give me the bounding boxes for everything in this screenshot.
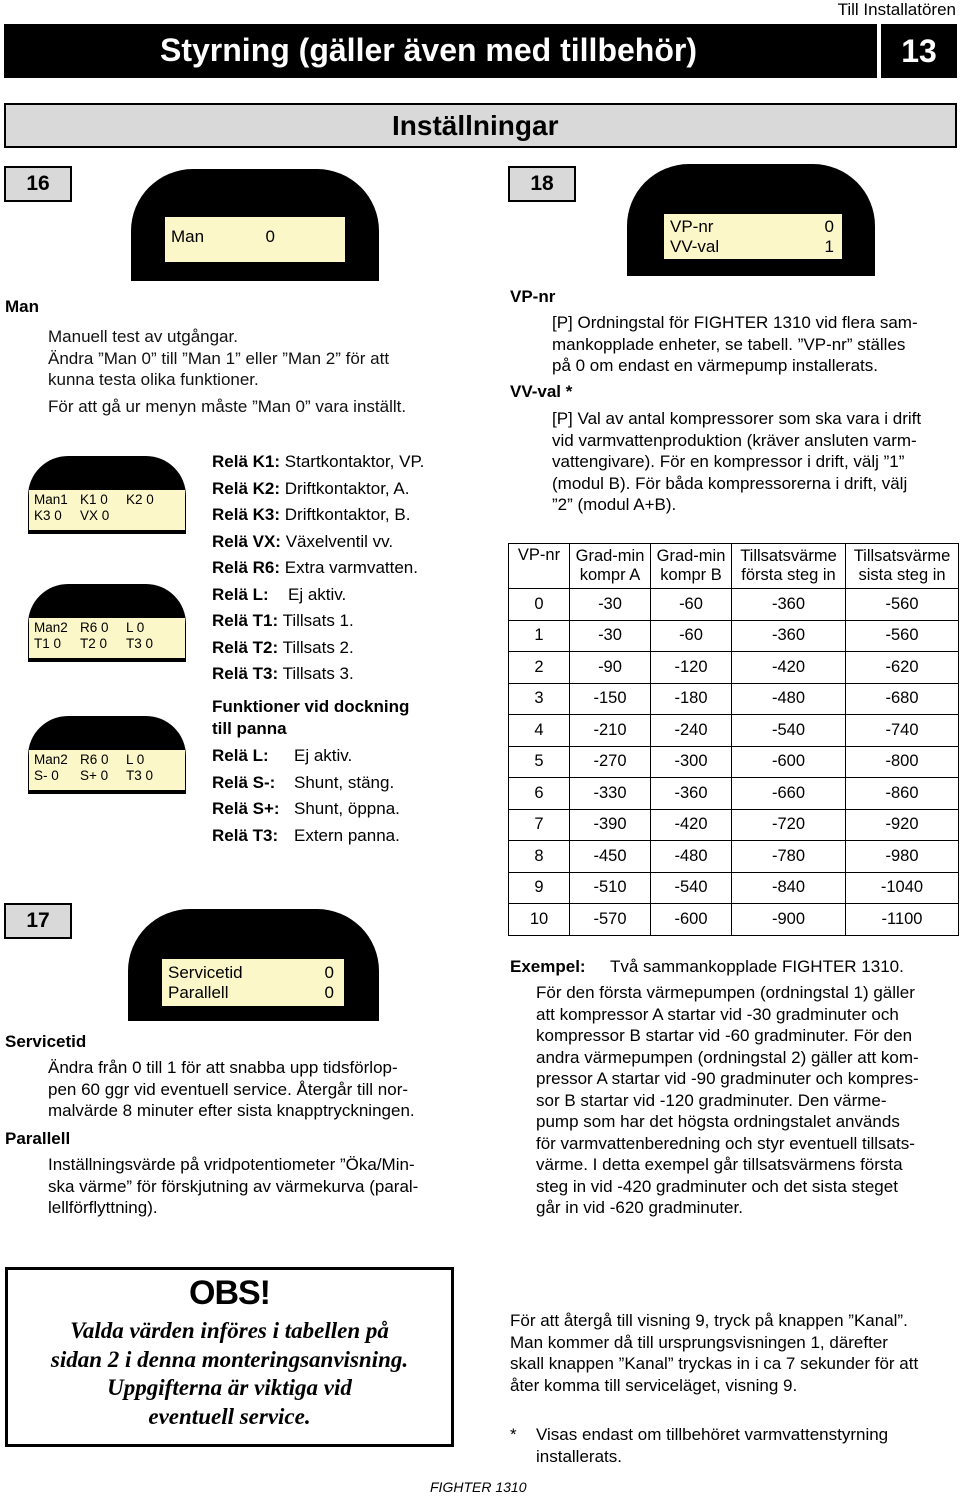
text-line: andra värmepumpen (ordningstal 2) gäller att kom- [536,1047,919,1067]
lcd-cell: R6 0 [80,752,109,767]
text-line: (modul B). För båda kompressorerna i drift, välj [552,473,908,493]
table-cell: -980 [846,841,959,873]
page-number-box [881,24,957,78]
relay-key: Relä T3: [212,664,279,683]
table-cell: -360 [651,778,732,810]
table-cell: -90 [570,652,651,684]
subtitle: Inställningar [392,110,559,141]
text-line: pump som har det högsta ordningstalet används [536,1112,900,1131]
obs-text [8,1317,451,1431]
table-cell: -480 [732,683,846,715]
table-row [509,841,959,873]
table-cell: -360 [732,620,846,652]
text-line: eventuell service. [148,1403,311,1429]
lcd-label: VV-val [670,236,720,256]
text-line: pressor A startar vid -90 gradminuter och kompres- [536,1069,919,1088]
table-cell: 9 [509,872,570,904]
display-16 [131,169,379,281]
lcd-value: 0 [265,227,275,246]
table-cell: -30 [570,589,651,621]
relay-list [212,449,424,688]
text-line: kunna testa olika funktioner. [48,370,259,389]
lcd-cell: VX 0 [80,508,110,523]
table-cell: -510 [570,872,651,904]
lcd-label: Parallell [168,982,229,1002]
text-line: [P] Ordningstal för FIGHTER 1310 vid flera sam- [552,313,918,332]
table-cell: 8 [509,841,570,873]
relay-text: Tillsats 1. [282,611,354,630]
lcd-cell: T3 0 [126,768,154,783]
relay-text: Ej aktiv. [294,746,353,765]
vp-table [508,543,959,936]
table-cell: -570 [570,904,651,936]
section-label: Till Installatören [837,0,956,19]
relay-item [212,770,400,797]
table-row [509,746,959,778]
table-cell: 2 [509,652,570,684]
table-cell: -560 [846,589,959,621]
table-cell: -420 [732,652,846,684]
relay-text: Tillsats 2. [282,637,354,657]
lcd-cell: K3 0 [34,508,62,523]
text-line: Ändra från 0 till 1 för att snabba upp tidsförlop- [48,1058,398,1077]
table-cell: -600 [651,904,732,936]
man-heading: Man [5,297,39,316]
lcd-label: Man [171,227,205,246]
lcd-value: 0 [324,963,334,982]
table-cell: 10 [509,904,570,936]
relay-item [212,529,424,556]
example-text [536,982,960,1219]
vvval-heading: VV-val * [510,382,573,401]
lcd-cell: L 0 [126,620,145,635]
vpnr-heading: VP-nr [510,287,556,306]
relay-key: Relä R6: [212,558,281,577]
man-description [48,326,458,417]
table-cell: -180 [651,683,732,715]
relay-key: Relä T1: [212,611,279,630]
lcd-cell: L 0 [126,752,145,767]
page-number: 13 [901,33,937,69]
relay-item [212,555,424,582]
relay-item [212,582,424,609]
table-header [651,544,732,589]
text-line: lellförflyttning). [48,1198,158,1217]
relay-text: Startkontaktor, VP. [284,452,425,471]
table-row [509,589,959,621]
lcd-cell: Man2 [34,752,68,767]
table-header [732,544,846,589]
text-line: [P] Val av antal kompressorer som ska vara i drift [552,409,922,428]
relay-key: Relä S-: [212,772,276,792]
lcd-18 [664,214,842,259]
table-cell: -240 [651,715,732,747]
table-cell: -860 [846,778,959,810]
relay-key: Relä VX: [212,531,281,551]
text-line: sor B startar vid -120 gradminuter. Den värme- [536,1090,887,1110]
text-line: sidan 2 i denna monteringsanvisning. [50,1346,409,1372]
header-line: kompr A [579,566,641,584]
header-line: första steg in [741,566,836,584]
header-line: VP-nr [517,546,561,564]
footer-product: FIGHTER 1310 [430,1479,527,1495]
display-18 [627,164,875,276]
relay-text: Ej aktiv. [288,584,347,604]
relay-item [212,476,424,503]
menu-number-text: 17 [26,909,50,932]
lcd-label: VP-nr [670,217,714,236]
footnote [510,1424,960,1467]
mini-lcd [29,618,185,658]
table-cell: -840 [732,872,846,904]
lcd-cell: R6 0 [80,620,109,635]
table-cell: 0 [509,589,570,621]
header-line: Grad-min [656,547,726,565]
table-header-row [509,544,959,589]
table-cell: 1 [509,620,570,652]
text-line: pen 60 ggr vid eventuell service. Återgår till nor- [48,1079,409,1099]
return-note [510,1310,960,1396]
relay-item [212,502,424,529]
display-17 [128,909,379,1021]
table-cell: -360 [732,589,846,621]
text-line: Uppgifterna är viktiga vid [107,1375,352,1400]
lcd-cell: K2 0 [126,492,154,507]
text-line: Inställningsvärde på vridpotentiometer ”Öka/Min- [48,1155,415,1174]
menu-number-text: 18 [530,172,554,195]
example-title: Två sammankopplade FIGHTER 1310. [610,957,904,976]
table-cell: -120 [651,652,732,684]
table-cell: -660 [732,778,846,810]
table-header [846,544,959,589]
table-cell: -60 [651,620,732,652]
header-line: sista steg in [858,566,946,584]
table-cell: -740 [846,715,959,747]
text-line: installerats. [536,1446,622,1466]
table-row [509,809,959,841]
text-line: värme. I detta exempel går tillsatsvärmens första [536,1155,903,1174]
table-cell: -600 [732,746,846,778]
relay-item [212,743,400,770]
servicetid-description [48,1057,468,1122]
example-label: Exempel: [510,957,586,976]
mini-display-3 [28,716,186,794]
relay-key: Relä L: [212,746,269,765]
text-line: ska värme” för förskjutning av värmekurva (paral- [48,1176,419,1196]
relay-item [212,635,424,662]
table-cell: -620 [846,652,959,684]
table-header [570,544,651,589]
table-cell: -540 [732,715,846,747]
table-row [509,904,959,936]
lcd-cell: T1 0 [34,636,62,651]
lcd-cell: T2 0 [80,636,108,651]
table-cell: -150 [570,683,651,715]
text-line: Manuell test av utgångar. [48,327,238,346]
table-cell: -780 [732,841,846,873]
lcd-value: 1 [824,236,834,256]
table-cell: -680 [846,683,959,715]
table-cell: -60 [651,589,732,621]
relay-text: Extern panna. [294,825,400,845]
relay-key: Relä K3: [212,505,281,524]
table-header [509,544,570,589]
parallell-description [48,1154,468,1219]
relay-text: Shunt, öppna. [294,799,400,818]
servicetid-heading: Servicetid [5,1032,87,1051]
relay-key: Relä T3: [212,825,279,845]
text-line: För den första värmepumpen (ordningstal 1) gäller [536,983,915,1002]
table-row [509,872,959,904]
footnote-mark: * [510,1425,517,1444]
header-line: Tillsatsvärme [740,547,837,565]
subtitle-bar [4,103,957,148]
mini-display-2 [28,584,186,662]
table-row [509,715,959,747]
text-line: Ändra ”Man 0” till ”Man 1” eller ”Man 2” för att [48,348,390,368]
table-cell: -330 [570,778,651,810]
text-line: För att gå ur menyn måste ”Man 0” vara inställt. [48,396,407,416]
relay-item [212,608,424,635]
lcd-cell: S- 0 [34,768,59,783]
lcd-cell: Man1 [34,492,68,507]
obs-title: OBS! [189,1274,270,1312]
table-cell: -1100 [846,904,959,936]
relay-text: Tillsats 3. [282,664,354,683]
text-line: på 0 om endast en värmepump installerats. [552,356,879,375]
table-cell: -720 [732,809,846,841]
table-cell: -300 [651,746,732,778]
lcd-16 [165,217,345,262]
docking-heading-line: Funktioner vid dockning [212,697,410,716]
parallell-heading: Parallell [5,1129,71,1148]
text-line: steg in vid -420 gradminuter och det sista steget [536,1176,898,1196]
text-line: För att återgå till visning 9, tryck på knappen ”Kanal”. [510,1311,908,1330]
table-cell: -420 [651,809,732,841]
table-cell: 4 [509,715,570,747]
relay-key: Relä S+: [212,799,280,818]
lcd-cell: K1 0 [80,492,108,507]
table-row [509,778,959,810]
table-cell: -800 [846,746,959,778]
table-row [509,620,959,652]
table-cell: 7 [509,809,570,841]
table-cell: -270 [570,746,651,778]
relay-item [212,449,424,476]
mini-lcd [29,490,185,530]
table-cell: -560 [846,620,959,652]
lcd-value: 0 [324,982,334,1002]
table-row [509,652,959,684]
table-cell: -30 [570,620,651,652]
title-bar [4,24,877,78]
table-cell: 6 [509,778,570,810]
example-heading [510,956,904,978]
table-cell: -920 [846,809,959,841]
table-cell: 5 [509,746,570,778]
text-line: mankopplade enheter, se tabell. ”VP-nr” ställes [552,334,906,354]
table-cell: -450 [570,841,651,873]
text-line: skall knappen ”Kanal” tryckas in i ca 7 sekunder för att [510,1354,919,1373]
header-line: Grad-min [575,547,645,565]
text-line: vattengivare). För en kompressor i drift, välj ”1” [552,452,905,471]
header-line: Tillsatsvärme [853,547,951,565]
table-cell: -1040 [846,872,959,904]
docking-relay-list [212,743,400,849]
menu-number-16 [4,166,72,202]
mini-display-1 [28,456,186,534]
relay-item [212,661,424,688]
text-line: vid varmvattenproduktion (kräver ansluten varm- [552,430,917,450]
table-cell: 3 [509,683,570,715]
menu-number-text: 16 [26,172,50,195]
menu-number-17 [4,903,72,939]
text-line: att kompressor A startar vid -30 gradminuter och [536,1004,899,1024]
table-row [509,683,959,715]
header-line: kompr B [660,566,722,584]
relay-key: Relä L: [212,584,269,604]
mini-lcd [29,750,185,790]
table-cell: -210 [570,715,651,747]
text-line: kompressor B startar vid -60 gradminuter. För den [536,1026,913,1045]
text-line: går in vid -620 gradminuter. [536,1198,743,1217]
lcd-cell: T3 0 [126,636,154,651]
table-cell: -540 [651,872,732,904]
lcd-label: Servicetid [168,963,243,982]
relay-text: Extra varmvatten. [284,558,418,577]
relay-text: Driftkontaktor, B. [284,505,411,524]
relay-text: Shunt, stäng. [294,772,395,792]
relay-key: Relä K2: [212,478,281,498]
text-line: ”2” (modul A+B). [552,495,677,514]
table-cell: -900 [732,904,846,936]
text-line: Visas endast om tillbehöret varmvattenstyrning [536,1425,889,1444]
relay-text: Växelventil vv. [285,531,394,551]
menu-number-18 [508,166,576,202]
table-cell: -390 [570,809,651,841]
text-line: malvärde 8 minuter efter sista knapptryckningen. [48,1101,415,1120]
table-cell: -480 [651,841,732,873]
relay-item [212,823,400,850]
text-line: Valda värden införes i tabellen på [70,1318,389,1343]
docking-heading [212,696,409,740]
relay-key: Relä T2: [212,637,279,657]
docking-heading-line: till panna [212,719,287,738]
lcd-cell: Man2 [34,620,68,635]
text-line: åter komma till serviceläget, visning 9. [510,1375,798,1395]
relay-key: Relä K1: [212,452,281,471]
text-line: för varmvattenberedning och styr eventuell tillsats- [536,1133,915,1153]
vvval-description [552,408,960,516]
lcd-cell: S+ 0 [80,768,109,783]
lcd-value: 0 [824,217,834,236]
page-title: Styrning (gäller även med tillbehör) [160,32,697,68]
obs-box [5,1267,454,1447]
relay-item [212,796,400,823]
vpnr-description [552,312,960,377]
text-line: Man kommer då till ursprungsvisningen 1, därefter [510,1332,888,1352]
lcd-17 [162,959,344,1006]
relay-text: Driftkontaktor, A. [284,478,410,498]
